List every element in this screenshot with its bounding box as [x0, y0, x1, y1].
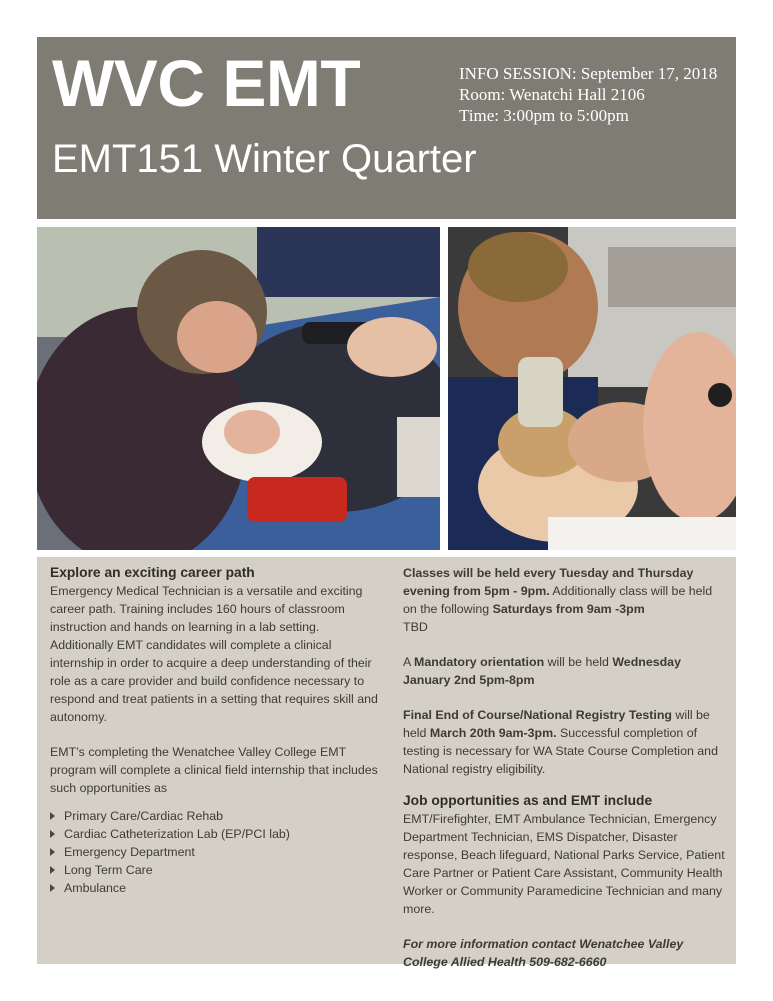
list-item: Primary Care/Cardiac Rehab — [50, 807, 380, 825]
list-item: Cardiac Catheterization Lab (EP/PCI lab) — [50, 825, 380, 843]
list-item: Ambulance — [50, 879, 380, 897]
job-opportunities-heading: Job opportunities as and EMT include — [403, 793, 653, 808]
course-subtitle: EMT151 Winter Quarter — [52, 137, 477, 181]
job-opportunities-list: EMT/Firefighter, EMT Ambulance Technician, Emergency Department Technician, EMS Dispatcher, Disaster response, Beach lifeguard, National Parks Service, Patient Care Partner or Patient Care Assistant, Community Health Worker or Community Paramedicine Technician and many more. — [403, 812, 725, 916]
bullet-arrow-icon — [50, 830, 55, 838]
internship-description: EMT’s completing the Wenatchee Valley College EMT program will complete a clinical field internship that includes such opportunities as — [50, 745, 378, 795]
list-item: Emergency Department — [50, 843, 380, 861]
tbd-note: TBD — [403, 620, 428, 634]
bullet-arrow-icon — [50, 812, 55, 820]
orientation-notice: A Mandatory orientation will be held Wednesday January 2nd 5pm-8pm — [403, 655, 681, 687]
list-item: Long Term Care — [50, 861, 380, 879]
emt-students-airway-training-photo — [37, 227, 440, 550]
final-testing-notice: Final End of Course/National Registry Testing will be held March 20th 9am-3pm. Successful completion of testing is necessary for WA State Course Completion and National registry eligibility. — [403, 708, 718, 776]
info-session-time: Time: 3:00pm to 5:00pm — [459, 106, 629, 125]
right-column — [403, 557, 725, 971]
info-panel — [37, 557, 736, 969]
contact-info: For more information contact Wenatchee Valley College Allied Health 509-682-6660 — [403, 937, 684, 969]
left-column — [50, 557, 380, 897]
info-session-block — [459, 63, 717, 126]
career-path-heading: Explore an exciting career path — [50, 565, 255, 580]
info-session-room: Room: Wenatchi Hall 2106 — [459, 85, 645, 104]
bullet-arrow-icon — [50, 848, 55, 856]
program-title: WVC EMT — [52, 46, 361, 120]
header-banner — [37, 37, 736, 219]
bullet-arrow-icon — [50, 884, 55, 892]
class-schedule: Classes will be held every Tuesday and Thursday evening from 5pm - 9pm. Additionally class will be held on the following Saturdays from 9am -3pm — [403, 566, 713, 616]
internship-opportunities-list — [50, 807, 380, 897]
bag-valve-mask-manikin-photo — [448, 227, 736, 550]
info-session-date: INFO SESSION: September 17, 2018 — [459, 64, 718, 83]
bullet-arrow-icon — [50, 866, 55, 874]
career-path-description: Emergency Medical Technician is a versatile and exciting career path. Training includes 160 hours of classroom instruction and hands on learning in a lab setting. Additionally EMT candidates will complete a clinical internship in order to acquire a deep understanding of their role as a care provider and build confidence necessary to respond and treat patients in a setting that requires skill and autonomy. — [50, 584, 378, 724]
